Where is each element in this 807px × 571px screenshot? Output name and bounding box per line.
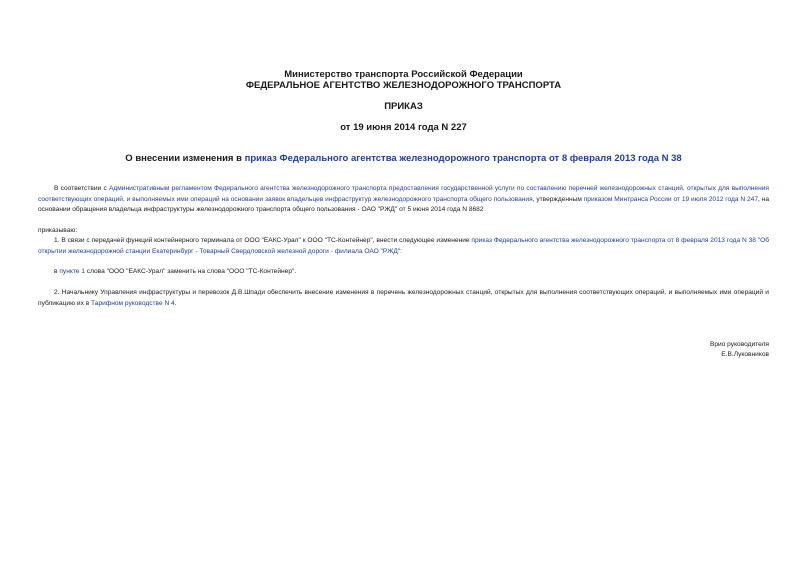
item-1-sub-paragraph <box>38 267 769 278</box>
date-number-heading: от 19 июня 2014 года N 227 <box>340 122 467 133</box>
doc-type-heading: ПРИКАЗ <box>384 101 423 112</box>
preamble-text-2: , утвержденным <box>532 195 584 203</box>
title-prefix: О внесении изменения в <box>125 153 245 164</box>
signature-position: Врио руководителя <box>709 341 769 348</box>
mintrans-order-link[interactable]: приказом Минтранса России от 19 июля 2012 года N 247 <box>583 195 759 203</box>
document-title <box>0 153 807 164</box>
clause-1-link[interactable]: пункте 1 <box>59 268 85 275</box>
item-2-paragraph <box>38 288 769 309</box>
item-1-paragraph <box>38 236 769 257</box>
preamble-text-3: , на основании обращения владельца инфраструктуры железнодорожного транспорта общего пользования - ОАО "РЖД" от 5 июня 2014 года N 8682 <box>38 195 769 213</box>
preamble-paragraph <box>38 184 769 216</box>
item-1-order-link[interactable]: приказ Федерального агентства железнодорожного транспорта от 8 февраля 2013 года N 38 <box>471 237 756 244</box>
preamble-text-1: В соответствии с <box>54 185 109 192</box>
regulation-link[interactable]: Административным регламентом Федерального агентства железнодорожного транспорта предоставления государственной услуги по составлению перечней железнодорожных станций, открытых для выполнения соответствующих операций, и выполняемых ими операций на основании заявок владельцев инфраструктур железнодорожного транспорта общего пользования <box>38 185 769 203</box>
title-order-link[interactable]: приказ Федерального агентства железнодорожного транспорта от 8 февраля 2013 года N 38 <box>244 153 682 164</box>
ministry-heading: Министерство транспорта Российской Федерации <box>284 69 523 80</box>
item-1-text-1: 1. В связи с передачей функций контейнерного терминала от ООО "ЕАКС-Урал" к ООО "ТС-Контейнер", внести следующее изменение <box>54 237 472 244</box>
signature-name: Е.В.Луковников <box>721 351 769 358</box>
item-1-sub-text-1: в <box>54 268 60 275</box>
agency-heading: ФЕДЕРАЛЬНОЕ АГЕНТСТВО ЖЕЛЕЗНОДОРОЖНОГО ТРАНСПОРТА <box>245 80 562 91</box>
item-1-sub-text-2: слова "ООО "ЕАКС-Урал" заменить на слова "ООО "ТС-Контейнер". <box>84 268 297 275</box>
item-2-text-1: 2. Начальнику Управления инфраструктуры и перевозок Д.В.Шпади обеспечить внесение изменения в перечень железнодорожных станций, открытых для выполнения соответствующих операций, и выполняемых ими операций и публикацию их в <box>38 289 769 307</box>
item-2-text-2: . <box>174 299 177 307</box>
tariff-guide-link[interactable]: Тарифном руководстве N 4 <box>91 299 175 307</box>
item-1-text-2[interactable]: "Об открытии железнодорожной станции Екатеринбург - Товарный Свердловской железной дороги - филиала ОАО "РЖД": <box>38 237 769 255</box>
order-word: приказываю: <box>38 227 78 234</box>
